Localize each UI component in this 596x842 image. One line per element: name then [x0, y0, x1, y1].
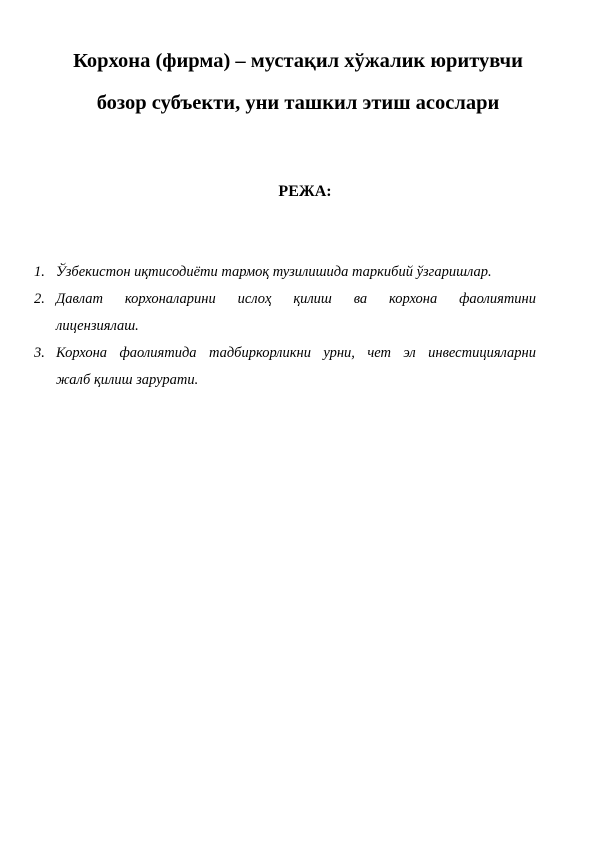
- plan-item-number: 1.: [34, 264, 45, 280]
- title-line-2: бозор субъекти, уни ташкил этиш асослари: [96, 92, 500, 114]
- plan-item-1: [34, 259, 536, 286]
- plan-heading: РЕЖА:: [278, 183, 332, 200]
- plan-item-2: [34, 286, 536, 340]
- plan-item-text-continued: жалб қилиш зарурати.: [56, 372, 199, 388]
- plan-item-number: 3.: [34, 345, 45, 361]
- document-title: [30, 40, 566, 124]
- title-line-1: Корхона (фирма) – мустақил хўжалик юритувчи: [73, 50, 523, 72]
- plan-list: [34, 259, 536, 394]
- plan-item-text: Ўзбекистон иқтисодиёти тармоқ тузилишида таркибий ўзгаришлар.: [56, 264, 492, 280]
- plan-item-text: Давлат корхоналарини ислоҳ қилиш ва корхона фаолиятини: [56, 291, 536, 307]
- plan-item-3: [34, 340, 536, 394]
- plan-item-number: 2.: [34, 291, 45, 307]
- plan-item-text: Корхона фаолиятида тадбиркорликни урни, чет эл инвестицияларни: [56, 345, 536, 361]
- plan-item-text-continued: лицензиялаш.: [56, 318, 139, 334]
